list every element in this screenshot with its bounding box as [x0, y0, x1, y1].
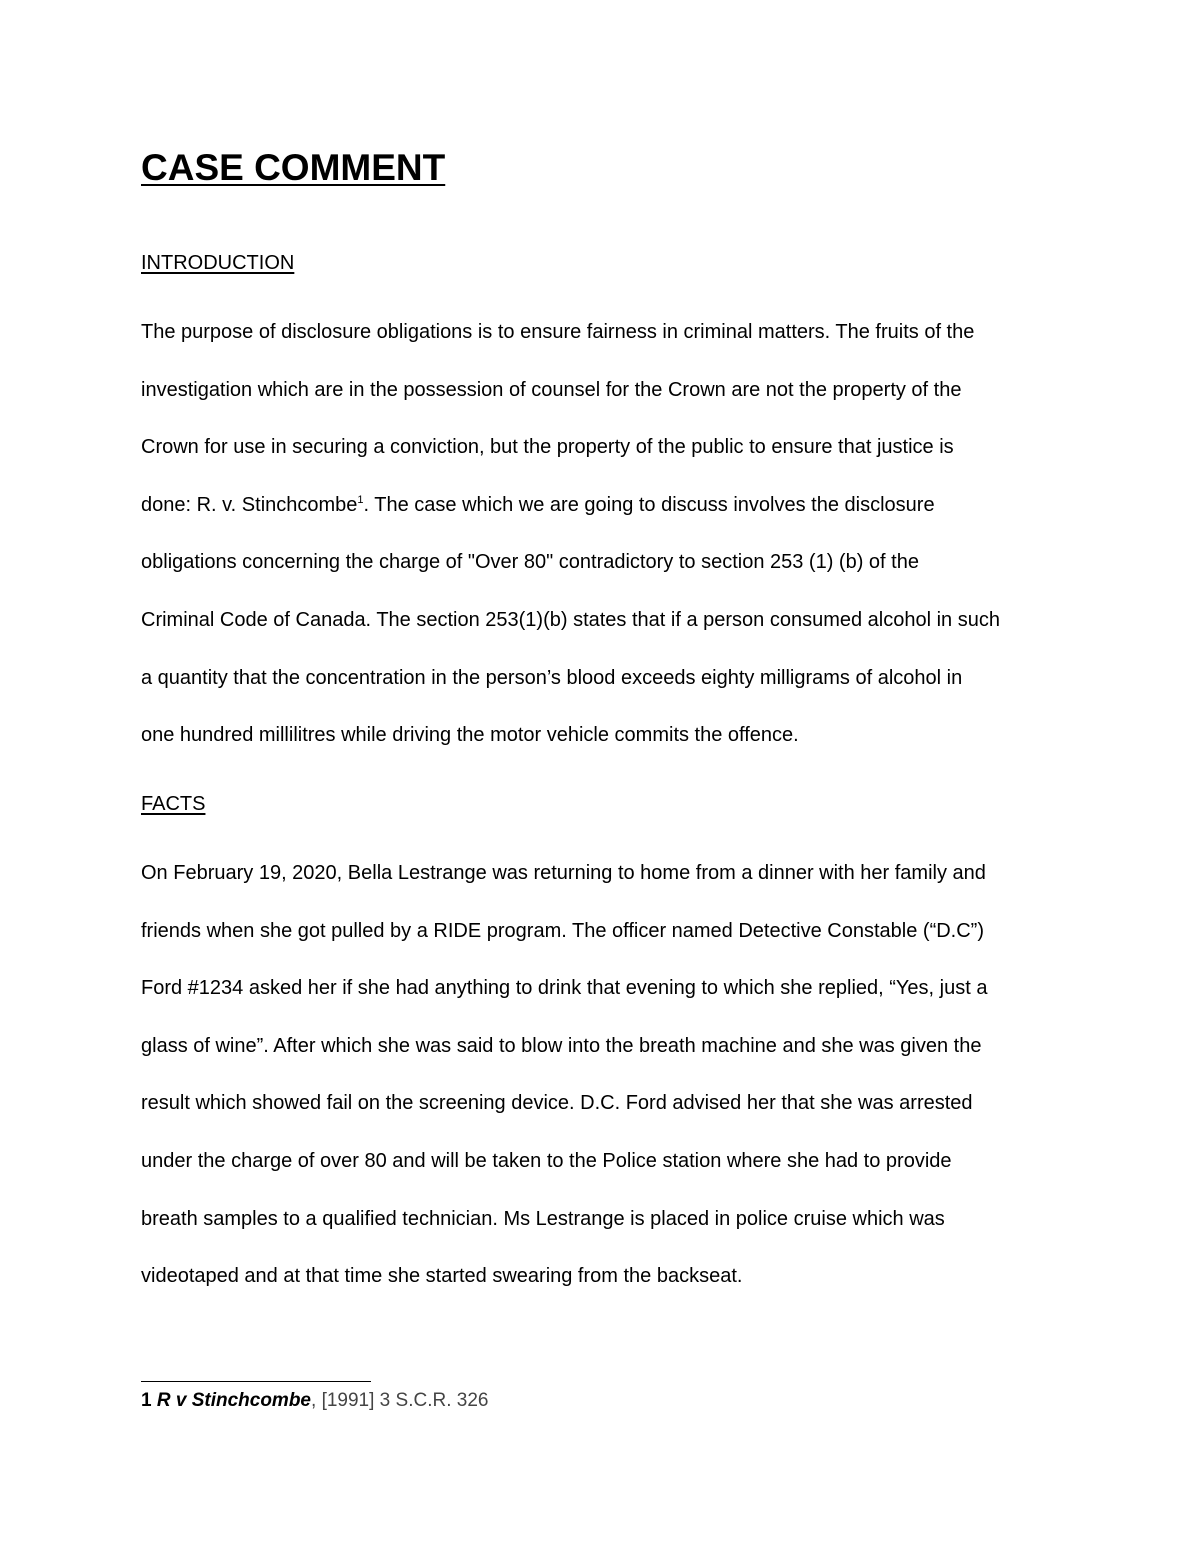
- facts-paragraph: [141, 859, 987, 1320]
- footnote-number: 1: [141, 1390, 152, 1411]
- paragraph-line: under the charge of over 80 and will be taken to the Police station where she had to provide: [141, 1149, 952, 1172]
- paragraph-line: a quantity that the concentration in the person’s blood exceeds eighty milligrams of alcohol in: [141, 666, 963, 689]
- section-heading-introduction: INTRODUCTION: [141, 252, 295, 274]
- footnote: [141, 1388, 488, 1414]
- paragraph-line: breath samples to a qualified technician. Ms Lestrange is placed in police cruise which was: [141, 1207, 945, 1230]
- paragraph-line: videotaped and at that time she started swearing from the backseat.: [141, 1265, 743, 1288]
- footnote-separator: [141, 1381, 371, 1382]
- footnote-reference[interactable]: 1: [357, 493, 364, 506]
- paragraph-line: The purpose of disclosure obligations is to ensure fairness in criminal matters. The fruits of the: [141, 321, 975, 343]
- paragraph-line: friends when she got pulled by a RIDE program. The officer named Detective Constable (“D.C”): [141, 919, 984, 942]
- paragraph-line: investigation which are in the possession of counsel for the Crown are not the property of the: [141, 378, 962, 401]
- paragraph-line: Crown for use in securing a conviction, but the property of the public to ensure that justice is: [141, 436, 954, 459]
- footnote-case-name: R v Stinchcombe: [156, 1390, 312, 1411]
- paragraph-line: glass of wine”. After which she was said to blow into the breath machine and she was given the: [141, 1034, 982, 1057]
- paragraph-line: one hundred millilitres while driving the motor vehicle commits the offence.: [141, 724, 799, 747]
- footnote-citation: , [1991] 3 S.C.R. 326: [311, 1390, 489, 1411]
- paragraph-line: obligations concerning the charge of "Over 80" contradictory to section 253 (1) (b) of the: [141, 551, 919, 574]
- paragraph-line: [141, 491, 1000, 549]
- section-heading-facts: FACTS: [141, 793, 206, 815]
- document-title: CASE COMMENT: [141, 147, 446, 188]
- paragraph-text: . The case which we are going to discuss involves the disclosure: [363, 493, 935, 516]
- paragraph-line: Criminal Code of Canada. The section 253(1)(b) states that if a person consumed alcohol in such: [141, 608, 1000, 631]
- paragraph-line: result which showed fail on the screening device. D.C. Ford advised her that she was arrested: [141, 1092, 973, 1115]
- paragraph-text: done: R. v. Stinchcombe: [141, 493, 358, 516]
- paragraph-line: On February 19, 2020, Bella Lestrange was returning to home from a dinner with her family and: [141, 862, 986, 884]
- introduction-paragraph: [141, 318, 1000, 779]
- paragraph-line: Ford #1234 asked her if she had anything to drink that evening to which she replied, “Yes, just a: [141, 977, 988, 1000]
